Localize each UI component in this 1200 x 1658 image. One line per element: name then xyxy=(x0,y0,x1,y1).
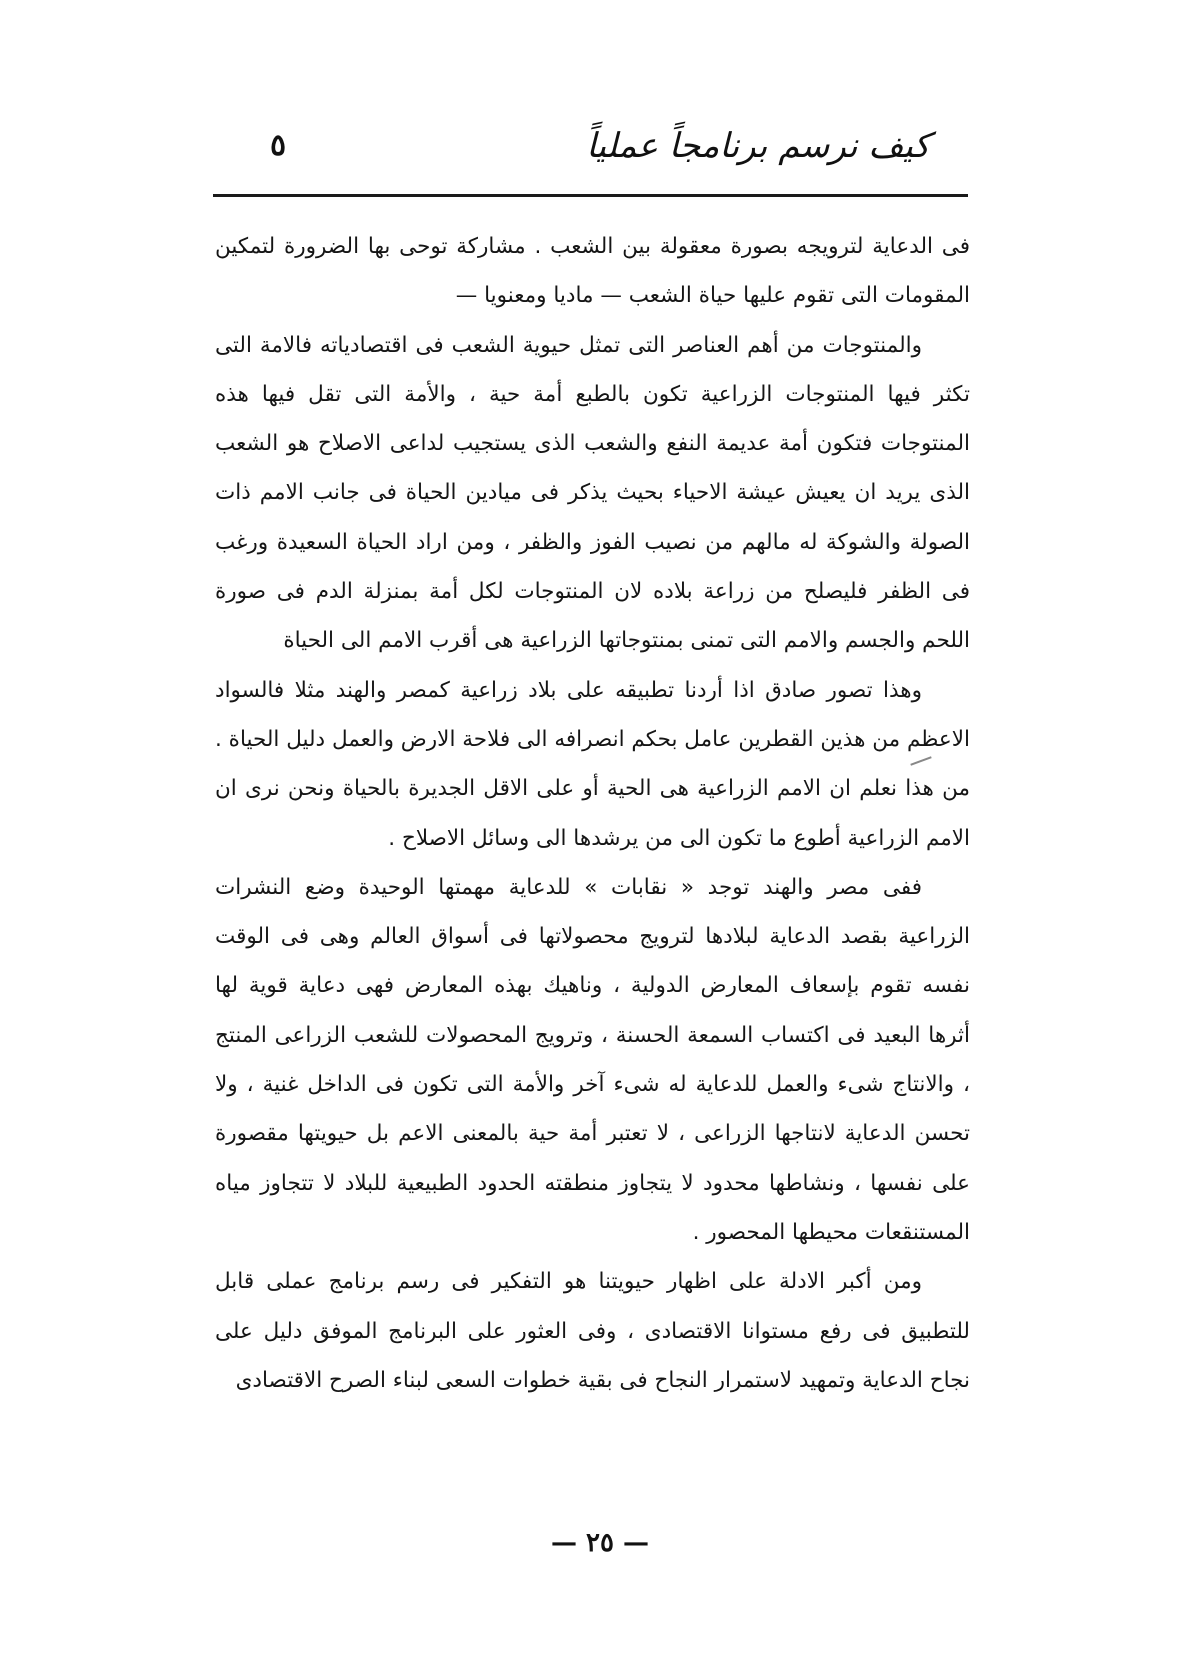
paragraph-5: ومن أكبر الادلة على اظهار حيويتنا هو التفكير فى رسم برنامج عملى قابل للتطبيق فى رفع مستوانا الاقتصادى ، وفى العثور على البرنامج الموفق دليل على نجاح الدعاية وتمهيد لاستمرار النجاح فى بقية خطوات السعى لبناء الصرح الاقتصادى xyxy=(215,1269,970,1393)
paragraph-3: وهذا تصور صادق اذا أردنا تطبيقه على بلاد زراعية كمصر والهند مثلا فالسواد الاعظم من هذين القطرين عامل بحكم انصرافه الى فلاحة الارض والعمل دليل الحياة . من هذا نعلم ان الامم الزراعية هى الحية أو على الاقل الجديرة بالحياة ونحن نرى ان الامم الزراعية أطوع ما تكون الى من يرشدها الى وسائل الاصلاح . xyxy=(215,677,970,851)
page-header xyxy=(210,118,970,178)
paragraph-4: ففى مصر والهند توجد « نقابات » للدعاية مهمتها الوحيدة وضع النشرات الزراعية بقصد الدعاية لبلادها لترويج محصولاتها فى أسواق العالم وهى فى الوقت نفسه تقوم بإسعاف المعارض الدولية ، وناهيك بهذه المعارض فهى دعاية قوية لها أثرها البعيد فى اكتساب السمعة الحسنة ، وترويج المحصولات للشعب الزراعى المنتج ، والانتاج شىء والعمل للدعاية له شىء آخر والأمة التى تكون فى الداخل غنية ، ولا تحسن الدعاية لانتاجها الزراعى ، لا تعتبر أمة حية بالمعنى الاعم بل حيويتها مقصورة على نفسها ، ونشاطها محدود لا يتجاوز منطقته الحدود الطبيعية للبلاد لا تتجاوز مياه المستنقعات محيطها المحصور . xyxy=(215,874,970,1245)
paragraph-1: فى الدعاية لترويجه بصورة معقولة بين الشعب . مشاركة توحى بها الضرورة لتمكين المقومات التى تقوم عليها حياة الشعب — ماديا ومعنويا — xyxy=(215,234,970,309)
paragraph-2: والمنتوجات من أهم العناصر التى تمثل حيوية الشعب فى اقتصادياته فالامة التى تكثر فيها المنتوجات الزراعية تكون بالطبع أمة حية ، والأمة التى تقل فيها هذه المنتوجات فتكون أمة عديمة النفع والشعب الذى يستجيب لداعى الاصلاح هو الشعب الذى يريد ان يعيش عيشة الاحياء بحيث يذكر فى ميادين الحياة فى جانب الامم ذات الصولة والشوكة له مالهم من نصيب الفوز والظفر ، ومن اراد الحياة السعيدة ورغب فى الظفر فليصلح من زراعة بلاده لان المنتوجات لكل أمة بمنزلة الدم فى صورة اللحم والجسم والامم التى تمنى بمنتوجاتها الزراعية هى أقرب الامم الى الحياة xyxy=(215,332,970,654)
header-divider xyxy=(213,194,968,197)
running-title: كيف نرسم برنامجاً عملياً xyxy=(586,126,930,166)
body-text xyxy=(215,222,970,1405)
footer-page-number: — ٢٥ — xyxy=(550,1528,650,1558)
header-page-number: ٥ xyxy=(270,128,287,163)
